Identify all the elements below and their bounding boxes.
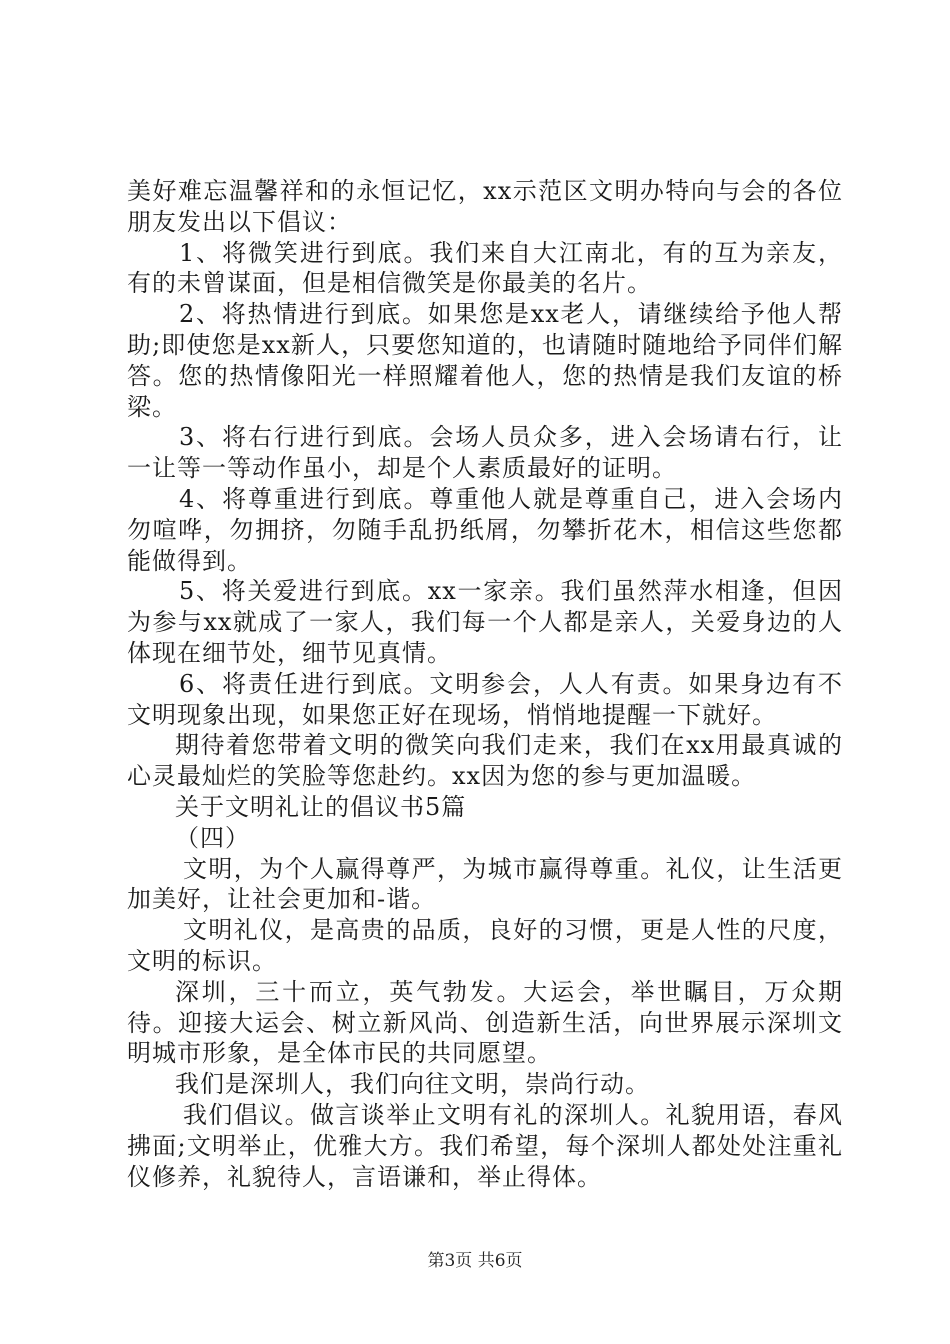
paragraph-item-6: 6、将责任进行到底。文明参会，人人有责。如果身边有不文明现象出现，如果您正好在现场，悄悄地提醒一下就好。	[127, 669, 843, 729]
paragraph-intro: 美好难忘温馨祥和的永恒记忆，xx示范区文明办特向与会的各位朋友发出以下倡议：	[127, 177, 843, 236]
document-body	[127, 176, 843, 1192]
paragraph-we-are: 我们是深圳人，我们向往文明，崇尚行动。	[175, 1070, 650, 1099]
section-heading: 关于文明礼让的倡议书5篇	[175, 792, 467, 821]
paragraph-item-4: 4、将尊重进行到底。尊重他人就是尊重自己，进入会场内勿喧哗，勿拥挤，勿随手乱扔纸屑，勿攀折花木，相信这些您都能做得到。	[127, 484, 843, 575]
page-footer: 第3页 共6页	[427, 1251, 523, 1271]
section-number: （四）	[175, 823, 250, 852]
paragraph-item-5: 5、将关爱进行到底。xx一家亲。我们虽然萍水相逢，但因为参与xx就成了一家人，我们每一个人都是亲人，关爱身边的人体现在细节处，细节见真情。	[127, 577, 843, 667]
paragraph-etiquette: 文明礼仪，是高贵的品质，良好的习惯，更是人性的尺度，文明的标识。	[127, 916, 843, 975]
paragraph-civility: 文明，为个人赢得尊严，为城市赢得尊重。礼仪，让生活更加美好，让社会更加和-谐。	[127, 854, 843, 914]
paragraph-proposal: 我们倡议。做言谈举止文明有礼的深圳人。礼貌用语，春风拂面;文明举止，优雅大方。我们希望，每个深圳人都处处注重礼仪修养，礼貌待人，言语谦和，举止得体。	[127, 1100, 843, 1191]
paragraph-closing: 期待着您带着文明的微笑向我们走来，我们在xx用最真诚的心灵最灿烂的笑脸等您赴约。xx因为您的参与更加温暖。	[127, 731, 843, 791]
paragraph-item-2: 2、将热情进行到底。如果您是xx老人，请继续给予他人帮助;即使您是xx新人，只要您知道的，也请随时随地给予同伴们解答。您的热情像阳光一样照耀着他人，您的热情是我们友谊的桥梁。	[127, 300, 843, 421]
paragraph-shenzhen: 深圳，三十而立，英气勃发。大运会，举世瞩目，万众期待。迎接大运会、树立新风尚、创造新生活，向世界展示深圳文明城市形象，是全体市民的共同愿望。	[127, 977, 843, 1068]
paragraph-item-1: 1、将微笑进行到底。我们来自大江南北，有的互为亲友，有的未曾谋面，但是相信微笑是你最美的名片。	[127, 238, 843, 298]
paragraph-item-3: 3、将右行进行到底。会场人员众多，进入会场请右行，让一让等一等动作虽小，却是个人素质最好的证明。	[127, 423, 843, 483]
